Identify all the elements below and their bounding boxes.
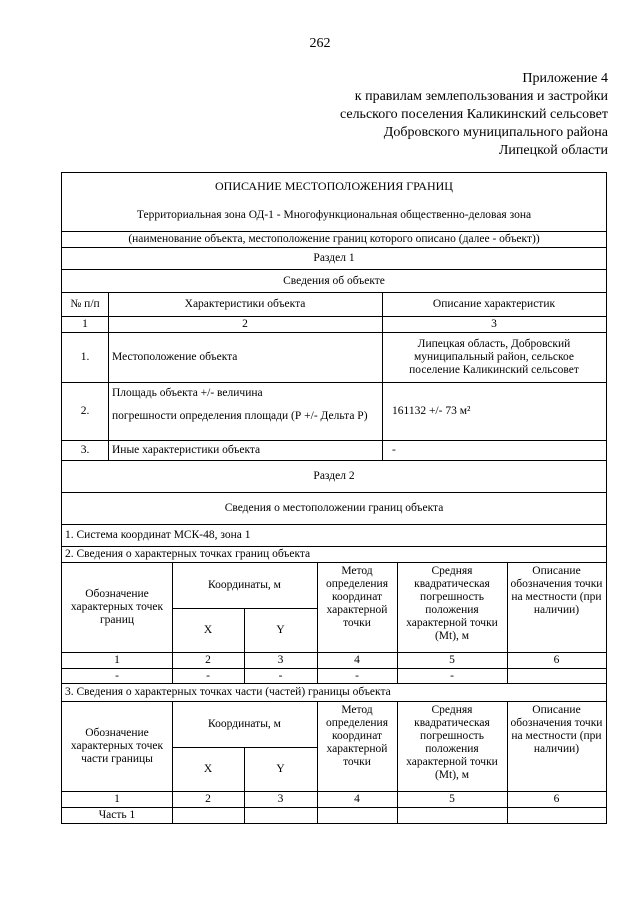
part-points-title-row: [62, 683, 606, 701]
section1-title: Раздел 1: [313, 252, 355, 264]
part-row: [62, 807, 606, 823]
index-cell: 3: [277, 654, 284, 666]
table-cell: -: [278, 669, 283, 682]
col-header-y: Y: [276, 623, 285, 636]
col-header-desc: Описание характеристик: [432, 298, 556, 310]
boundary-points-header: [62, 562, 606, 652]
object-caption-row: [62, 231, 606, 247]
index-cell: 4: [354, 654, 360, 666]
section1-header-row: [62, 292, 606, 316]
index-cell: 2: [205, 793, 211, 805]
col-header-method: Метод определения координат характерной точки: [325, 565, 388, 629]
col-header-x: X: [203, 623, 213, 636]
section1-index-row: [62, 316, 606, 332]
appendix-note: [340, 70, 608, 160]
section1-title-row: [62, 247, 606, 269]
section2-subtitle-row: [62, 492, 606, 524]
index-cell: 3: [277, 793, 284, 805]
row-number: 3.: [80, 444, 90, 456]
boundary-points-title: 2. Сведения о характерных точках границ объекта: [65, 548, 311, 560]
part-label: Часть 1: [98, 809, 136, 821]
form-title: ОПИСАНИЕ МЕСТОПОЛОЖЕНИЯ ГРАНИЦ: [215, 179, 453, 193]
table-cell: -: [355, 669, 359, 682]
part-points-title: 3. Сведения о характерных точках части (частей) границы объекта: [65, 686, 391, 698]
col-header-coords: Координаты, м: [208, 578, 281, 591]
col-header-num: № п/п: [70, 298, 100, 310]
characteristic-line: погрешности определения площади (Р +/- Дельта Р): [112, 410, 368, 422]
col-header-x: X: [203, 762, 213, 775]
index-cell: 6: [553, 793, 560, 805]
table-row: [62, 668, 606, 683]
part-points-header: [62, 701, 606, 791]
page-number: 262: [309, 36, 331, 51]
index-cell: 2: [242, 318, 248, 330]
table-cell: -: [115, 669, 119, 682]
index-cell: 5: [449, 793, 455, 805]
table-row: [62, 440, 606, 460]
col-header-part-point-id: Обозначение характерных точек части границы: [70, 727, 164, 765]
section2-title-row: [62, 460, 606, 492]
form-header: [62, 173, 606, 231]
row-description: Липецкая область, Добровский муниципальный район, сельское поселение Каликинский сельсовет: [409, 338, 579, 376]
table-cell: [507, 669, 606, 683]
section2-subtitle: Сведения о местоположении границ объекта: [224, 502, 444, 514]
row-characteristic: Иные характеристики объекта: [112, 444, 261, 456]
table-cell: -: [206, 669, 210, 682]
col-header-description: Описание обозначения точки на местности (при наличии): [510, 704, 603, 755]
section1-subtitle-row: [62, 269, 606, 292]
row-characteristic: Местоположение объекта: [112, 351, 238, 363]
appendix-line: Добровского муниципального района: [383, 125, 608, 140]
boundary-index-row: [62, 652, 606, 668]
index-cell: 2: [205, 654, 211, 666]
col-header-coords: Координаты, м: [208, 717, 281, 730]
row-number: 2.: [80, 405, 90, 417]
table-cell: -: [450, 669, 454, 682]
col-header-error: Средняя квадратическая погрешность положения характерной точки (Mt), м: [406, 565, 498, 642]
col-header-char: Характеристики объекта: [184, 298, 306, 310]
index-cell: 6: [553, 654, 560, 666]
coord-system-row: [62, 524, 606, 546]
col-header-point-id: Обозначение характерных точек границ: [70, 588, 164, 626]
col-header-y: Y: [276, 762, 285, 775]
characteristic-line: Площадь объекта +/- величина: [112, 387, 263, 399]
row-characteristic: [108, 383, 382, 440]
col-header-error: Средняя квадратическая погрешность положения характерной точки (Mt), м: [406, 704, 498, 781]
section1-subtitle: Сведения об объекте: [283, 274, 385, 287]
col-header-description: Описание обозначения точки на местности (при наличии): [510, 565, 603, 616]
appendix-line: Липецкой области: [498, 143, 608, 158]
index-cell: 4: [354, 793, 360, 805]
row-number: 1.: [80, 351, 90, 363]
object-caption: (наименование объекта, местоположение границ которого описано (далее - объект)): [128, 233, 540, 245]
object-name: Территориальная зона ОД-1 - Многофункциональная общественно-деловая зона: [136, 209, 532, 221]
appendix-line: к правилам землепользования и застройки: [354, 89, 608, 104]
section2-title: Раздел 2: [313, 470, 355, 482]
index-cell: 1: [82, 318, 88, 330]
boundary-description-form: [61, 172, 607, 824]
row-description: 161132 +/- 73 м²: [392, 405, 471, 417]
table-row: [62, 382, 606, 440]
appendix-line: сельского поселения Каликинский сельсовет: [339, 107, 608, 122]
col-header-method: Метод определения координат характерной точки: [325, 704, 388, 768]
index-cell: 1: [114, 793, 120, 805]
index-cell: 3: [491, 318, 497, 330]
index-cell: 1: [114, 654, 120, 666]
coord-system: 1. Система координат МСК-48, зона 1: [65, 529, 251, 541]
index-cell: 5: [449, 654, 455, 666]
row-description: -: [392, 444, 396, 456]
boundary-points-title-row: [62, 546, 606, 562]
part-index-row: [62, 791, 606, 807]
appendix-line: Приложение 4: [522, 71, 608, 86]
table-row: [62, 332, 606, 382]
